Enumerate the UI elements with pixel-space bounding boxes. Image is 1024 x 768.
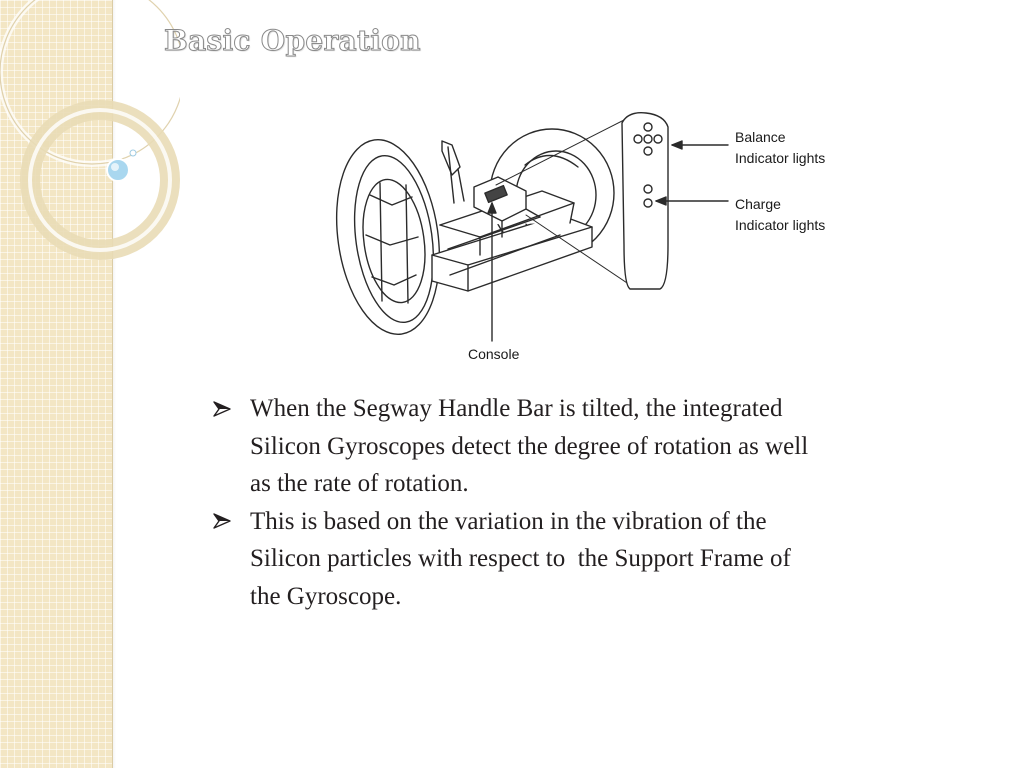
balance-label-line1: Balance — [735, 129, 786, 145]
charge-label-line1: Charge — [735, 196, 781, 212]
bullet-2-line2: Silicon particles with respect to the Support Frame of — [250, 545, 791, 572]
bullet-1-line2: Silicon Gyroscopes detect the degree of rotation as well — [250, 432, 809, 460]
bullet-item-1 — [212, 390, 972, 503]
bullet-2-line3: the Gyroscope. — [250, 582, 402, 610]
slide-title: Basic Operation — [164, 24, 421, 57]
arrowhead-bullet-icon — [212, 390, 236, 428]
charge-label-line2: Indicator lights — [735, 217, 826, 233]
arrowhead-bullet-icon — [212, 503, 236, 541]
left-wheel-icon — [330, 133, 451, 341]
charge-indicator-label — [735, 194, 825, 236]
bullet-1-line1: When the Segway Handle Bar is tilted, the integrated — [250, 395, 783, 422]
decorative-rings-icon — [0, 0, 180, 260]
bullet-1-line3: as the rate of rotation. — [250, 470, 469, 497]
bullet-item-2 — [212, 503, 972, 616]
bullet-2-line1: This is based on the variation in the vibration of the — [250, 507, 767, 535]
console-label: Console — [468, 346, 520, 362]
bullet-list — [212, 390, 972, 615]
handle-stem-icon — [442, 141, 464, 203]
balance-label-line2: Indicator lights — [735, 150, 826, 166]
balance-indicator-label — [735, 127, 825, 169]
